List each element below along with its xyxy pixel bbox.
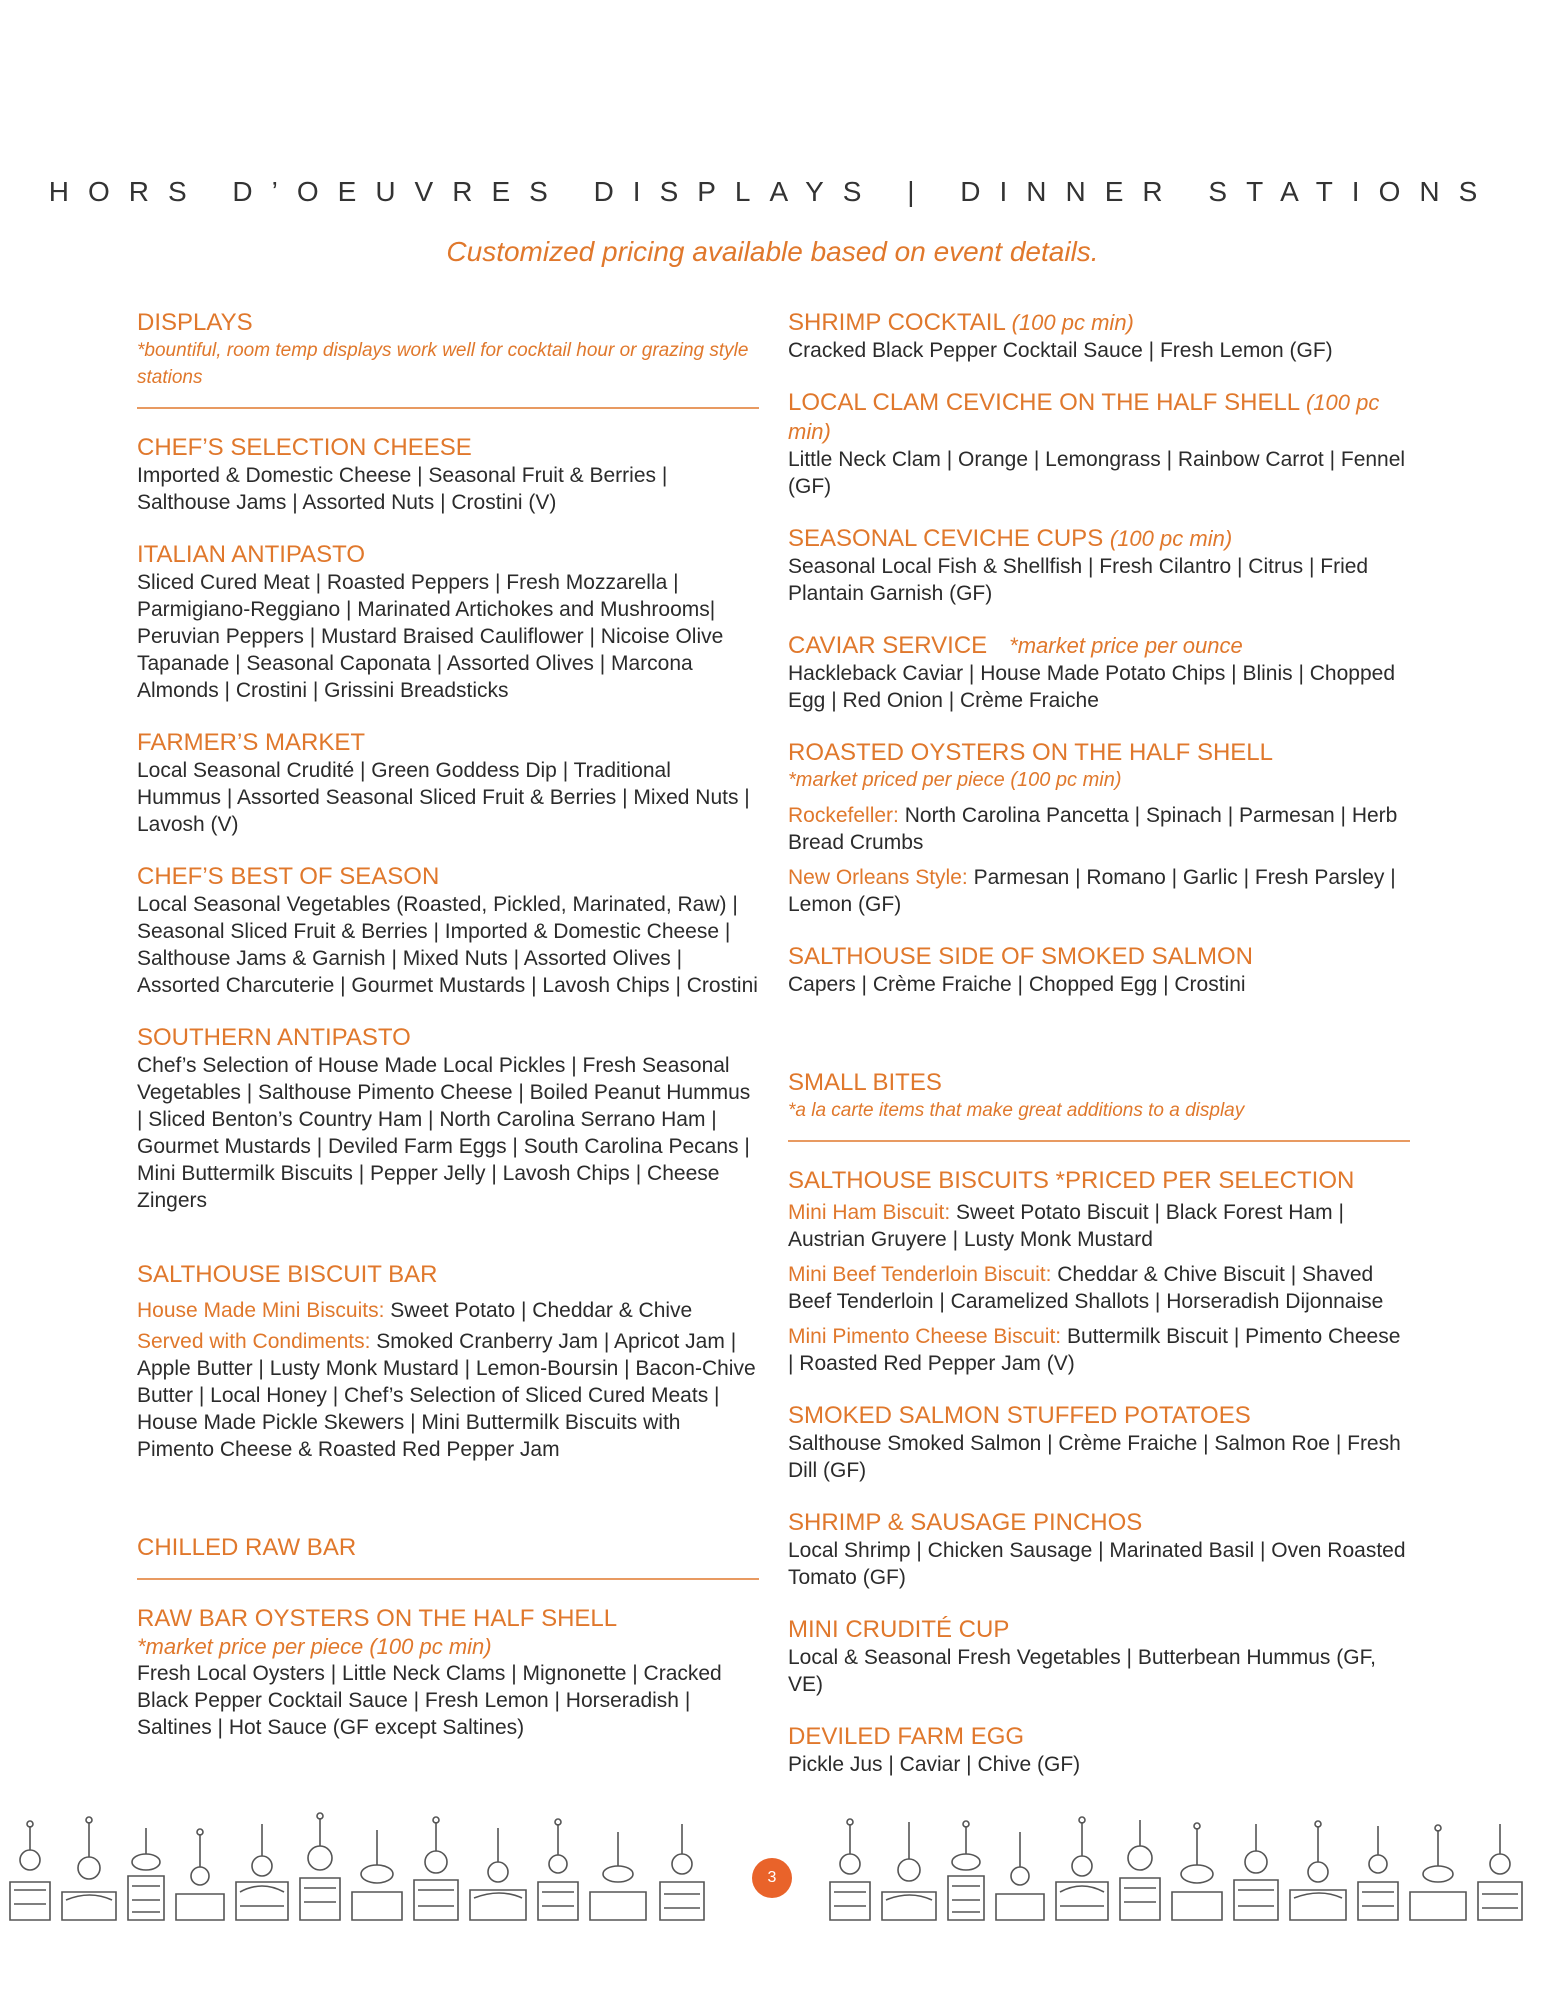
divider [137, 407, 759, 409]
menu-item [788, 1722, 1410, 1778]
sub-label: Served with Condiments: [137, 1330, 371, 1353]
menu-item [788, 1401, 1410, 1484]
item-title: SHRIMP & SAUSAGE PINCHOS [788, 1509, 1143, 1536]
item-description: Local & Seasonal Fresh Vegetables | Butterbean Hummus (GF, VE) [788, 1646, 1376, 1696]
sub-text: Parmesan | Romano | Garlic | Fresh Parsley | Lemon (GF) [788, 866, 1396, 916]
item-sub [788, 1199, 1410, 1253]
item-title: RAW BAR OYSTERS ON THE HALF SHELL [137, 1605, 618, 1632]
item-title: SALTHOUSE BISCUIT BAR [137, 1261, 438, 1288]
sub-label: Mini Ham Biscuit: [788, 1201, 951, 1224]
menu-item [788, 524, 1410, 607]
item-title: MINI CRUDITÉ CUP [788, 1616, 1010, 1643]
item-description: Little Neck Clam | Orange | Lemongrass | Rainbow Carrot | Fennel (GF) [788, 448, 1406, 498]
sub-text: Sweet Potato | Cheddar & Chive [384, 1299, 693, 1322]
item-note: *market price per ounce [1009, 633, 1243, 658]
sub-text: Smoked Cranberry Jam | Apricot Jam | Apple Butter | Lusty Monk Mustard | Lemon-Boursin | Bacon-Chive Butter | Local Honey | Chef’s Selection of Sliced Cured Meats | House Made Pickle Skewers | Mini Buttermilk Biscuits with Pimento Cheese & Roasted Red Pepper Jam [137, 1330, 756, 1461]
sub-label: House Made Mini Biscuits: [137, 1299, 385, 1322]
item-note: *market price per piece (100 pc min) [137, 1634, 492, 1659]
item-min: (100 pc min) [788, 390, 1380, 444]
menu-item [788, 942, 1410, 998]
item-title: ROASTED OYSTERS ON THE HALF SHELL [788, 739, 1274, 766]
item-title: CHEF’S BEST OF SEASON [137, 863, 440, 890]
skewer-group [830, 1817, 1522, 1920]
displays-note: *bountiful, room temp displays work well for cocktail hour or grazing style stations [137, 340, 749, 388]
item-title: SALTHOUSE SIDE OF SMOKED SALMON [788, 943, 1253, 970]
menu-item [137, 862, 759, 999]
item-title: SMOKED SALMON STUFFED POTATOES [788, 1402, 1251, 1429]
item-description: Local Shrimp | Chicken Sausage | Marinated Basil | Oven Roasted Tomato (GF) [788, 1539, 1406, 1589]
item-description: Seasonal Local Fish & Shellfish | Fresh Cilantro | Citrus | Fried Plantain Garnish (GF) [788, 555, 1369, 605]
item-title: SEASONAL CEVICHE CUPS (100 pc min) [788, 525, 1233, 552]
left-column [137, 308, 759, 1765]
sub-label: Mini Beef Tenderloin Biscuit: [788, 1263, 1052, 1286]
item-sub [788, 802, 1410, 856]
item-sub [788, 864, 1410, 918]
page-title: HORS D’OEUVRES DISPLAYS | DINNER STATIONS [48, 176, 1497, 207]
sub-label: Mini Pimento Cheese Biscuit: [788, 1325, 1062, 1348]
menu-item [788, 738, 1410, 918]
item-sub [788, 1261, 1410, 1315]
item-title: LOCAL CLAM CEVICHE ON THE HALF SHELL (100 pc min) [788, 389, 1380, 444]
menu-item-biscuit-bar [137, 1260, 759, 1463]
item-description: Fresh Local Oysters | Little Neck Clams | Mignonette | Cracked Black Pepper Cocktail Sauce | Fresh Lemon | Horseradish | Saltines | Hot Sauce (GF except Saltines) [137, 1662, 722, 1739]
item-sub [137, 1328, 759, 1463]
item-description: Chef’s Selection of House Made Local Pickles | Fresh Seasonal Vegetables | Salthouse Pimento Cheese | Boiled Peanut Hummus | Sliced Benton’s Country Ham | North Carolina Serrano Ham | Gourmet Mustards | Deviled Farm Eggs | South Carolina Pecans | Mini Buttermilk Biscuits | Pepper Jelly | Lavosh Chips | Cheese Zingers [137, 1054, 751, 1212]
item-description: Local Seasonal Crudité | Green Goddess Dip | Traditional Hummus | Assorted Seasonal Sliced Fruit & Berries | Mixed Nuts | Lavosh (V) [137, 759, 750, 836]
menu-item [137, 540, 759, 704]
item-title: ITALIAN ANTIPASTO [137, 541, 366, 568]
sub-text: Sweet Potato Biscuit | Black Forest Ham | Austrian Gruyere | Lusty Monk Mustard [788, 1201, 1344, 1251]
menu-item [137, 728, 759, 838]
menu-item [137, 1604, 759, 1741]
item-description: Pickle Jus | Caviar | Chive (GF) [788, 1753, 1081, 1776]
item-description: Sliced Cured Meat | Roasted Peppers | Fresh Mozzarella | Parmigiano-Reggiano | Marinated Artichokes and Mushrooms| Peruvian Peppers | Mustard Braised Cauliflower | Nicoise Olive Tapanade | Seasonal Caponata | Assorted Olives | Marcona Almonds | Crostini | Grissini Breadsticks [137, 571, 724, 702]
page-number-badge: 3 [752, 1858, 792, 1898]
item-description: Cracked Black Pepper Cocktail Sauce | Fresh Lemon (GF) [788, 339, 1333, 362]
item-title: SOUTHERN ANTIPASTO [137, 1024, 411, 1051]
item-sub [788, 1323, 1410, 1377]
small-bites-heading: SMALL BITES [788, 1069, 942, 1096]
menu-item [788, 631, 1410, 714]
divider [137, 1578, 759, 1580]
item-sub [137, 1297, 759, 1324]
item-title: SALTHOUSE BISCUITS *PRICED PER SELECTION [788, 1167, 1355, 1194]
menu-item [137, 1023, 759, 1214]
item-description: Local Seasonal Vegetables (Roasted, Pickled, Marinated, Raw) | Seasonal Sliced Fruit & Berries | Imported & Domestic Cheese | Salthouse Jams & Garnish | Mixed Nuts | Assorted Olives | Assorted Charcuterie | Gourmet Mustards | Lavosh Chips | Crostini [137, 893, 758, 997]
item-description: Salthouse Smoked Salmon | Crème Fraiche | Salmon Roe | Fresh Dill (GF) [788, 1432, 1401, 1482]
raw-bar-heading: CHILLED RAW BAR [137, 1534, 357, 1561]
menu-item-biscuits [788, 1166, 1410, 1377]
item-title: FARMER’S MARKET [137, 729, 366, 756]
item-min: (100 pc min) [1011, 310, 1134, 335]
sub-label: New Orleans Style: [788, 866, 968, 889]
menu-item [788, 1615, 1410, 1698]
item-description: Capers | Crème Fraiche | Chopped Egg | Crostini [788, 973, 1246, 996]
menu-item [788, 1508, 1410, 1591]
item-description: Hackleback Caviar | House Made Potato Chips | Blinis | Chopped Egg | Red Onion | Crème Fraiche [788, 662, 1396, 712]
item-title: CAVIAR SERVICE *market price per ounce [788, 632, 1243, 659]
item-note: *market priced per piece (100 pc min) [788, 769, 1122, 791]
sub-text: Cheddar & Chive Biscuit | Shaved Beef Tenderloin | Caramelized Shallots | Horseradish Dijonnaise [788, 1263, 1384, 1313]
displays-heading: DISPLAYS [137, 309, 253, 336]
sub-label: Rockefeller: [788, 804, 899, 827]
sub-text: North Carolina Pancetta | Spinach | Parmesan | Herb Bread Crumbs [788, 804, 1398, 854]
menu-item [788, 308, 1410, 364]
right-column [788, 308, 1410, 1802]
skewer-group [10, 1813, 704, 1920]
item-title: CHEF’S SELECTION CHEESE [137, 434, 472, 461]
page-subtitle: Customized pricing available based on event details. [446, 236, 1099, 267]
menu-item [137, 433, 759, 516]
item-title: DEVILED FARM EGG [788, 1723, 1025, 1750]
menu-item [788, 388, 1410, 500]
sub-text: Buttermilk Biscuit | Pimento Cheese | Roasted Red Pepper Jam (V) [788, 1325, 1401, 1375]
small-bites-note: *a la carte items that make great additions to a display [788, 1100, 1245, 1121]
item-description: Imported & Domestic Cheese | Seasonal Fruit & Berries | Salthouse Jams | Assorted Nuts | Crostini (V) [137, 464, 668, 514]
divider [788, 1140, 1410, 1142]
item-min: (100 pc min) [1109, 526, 1233, 551]
item-title: SHRIMP COCKTAIL (100 pc min) [788, 309, 1134, 336]
